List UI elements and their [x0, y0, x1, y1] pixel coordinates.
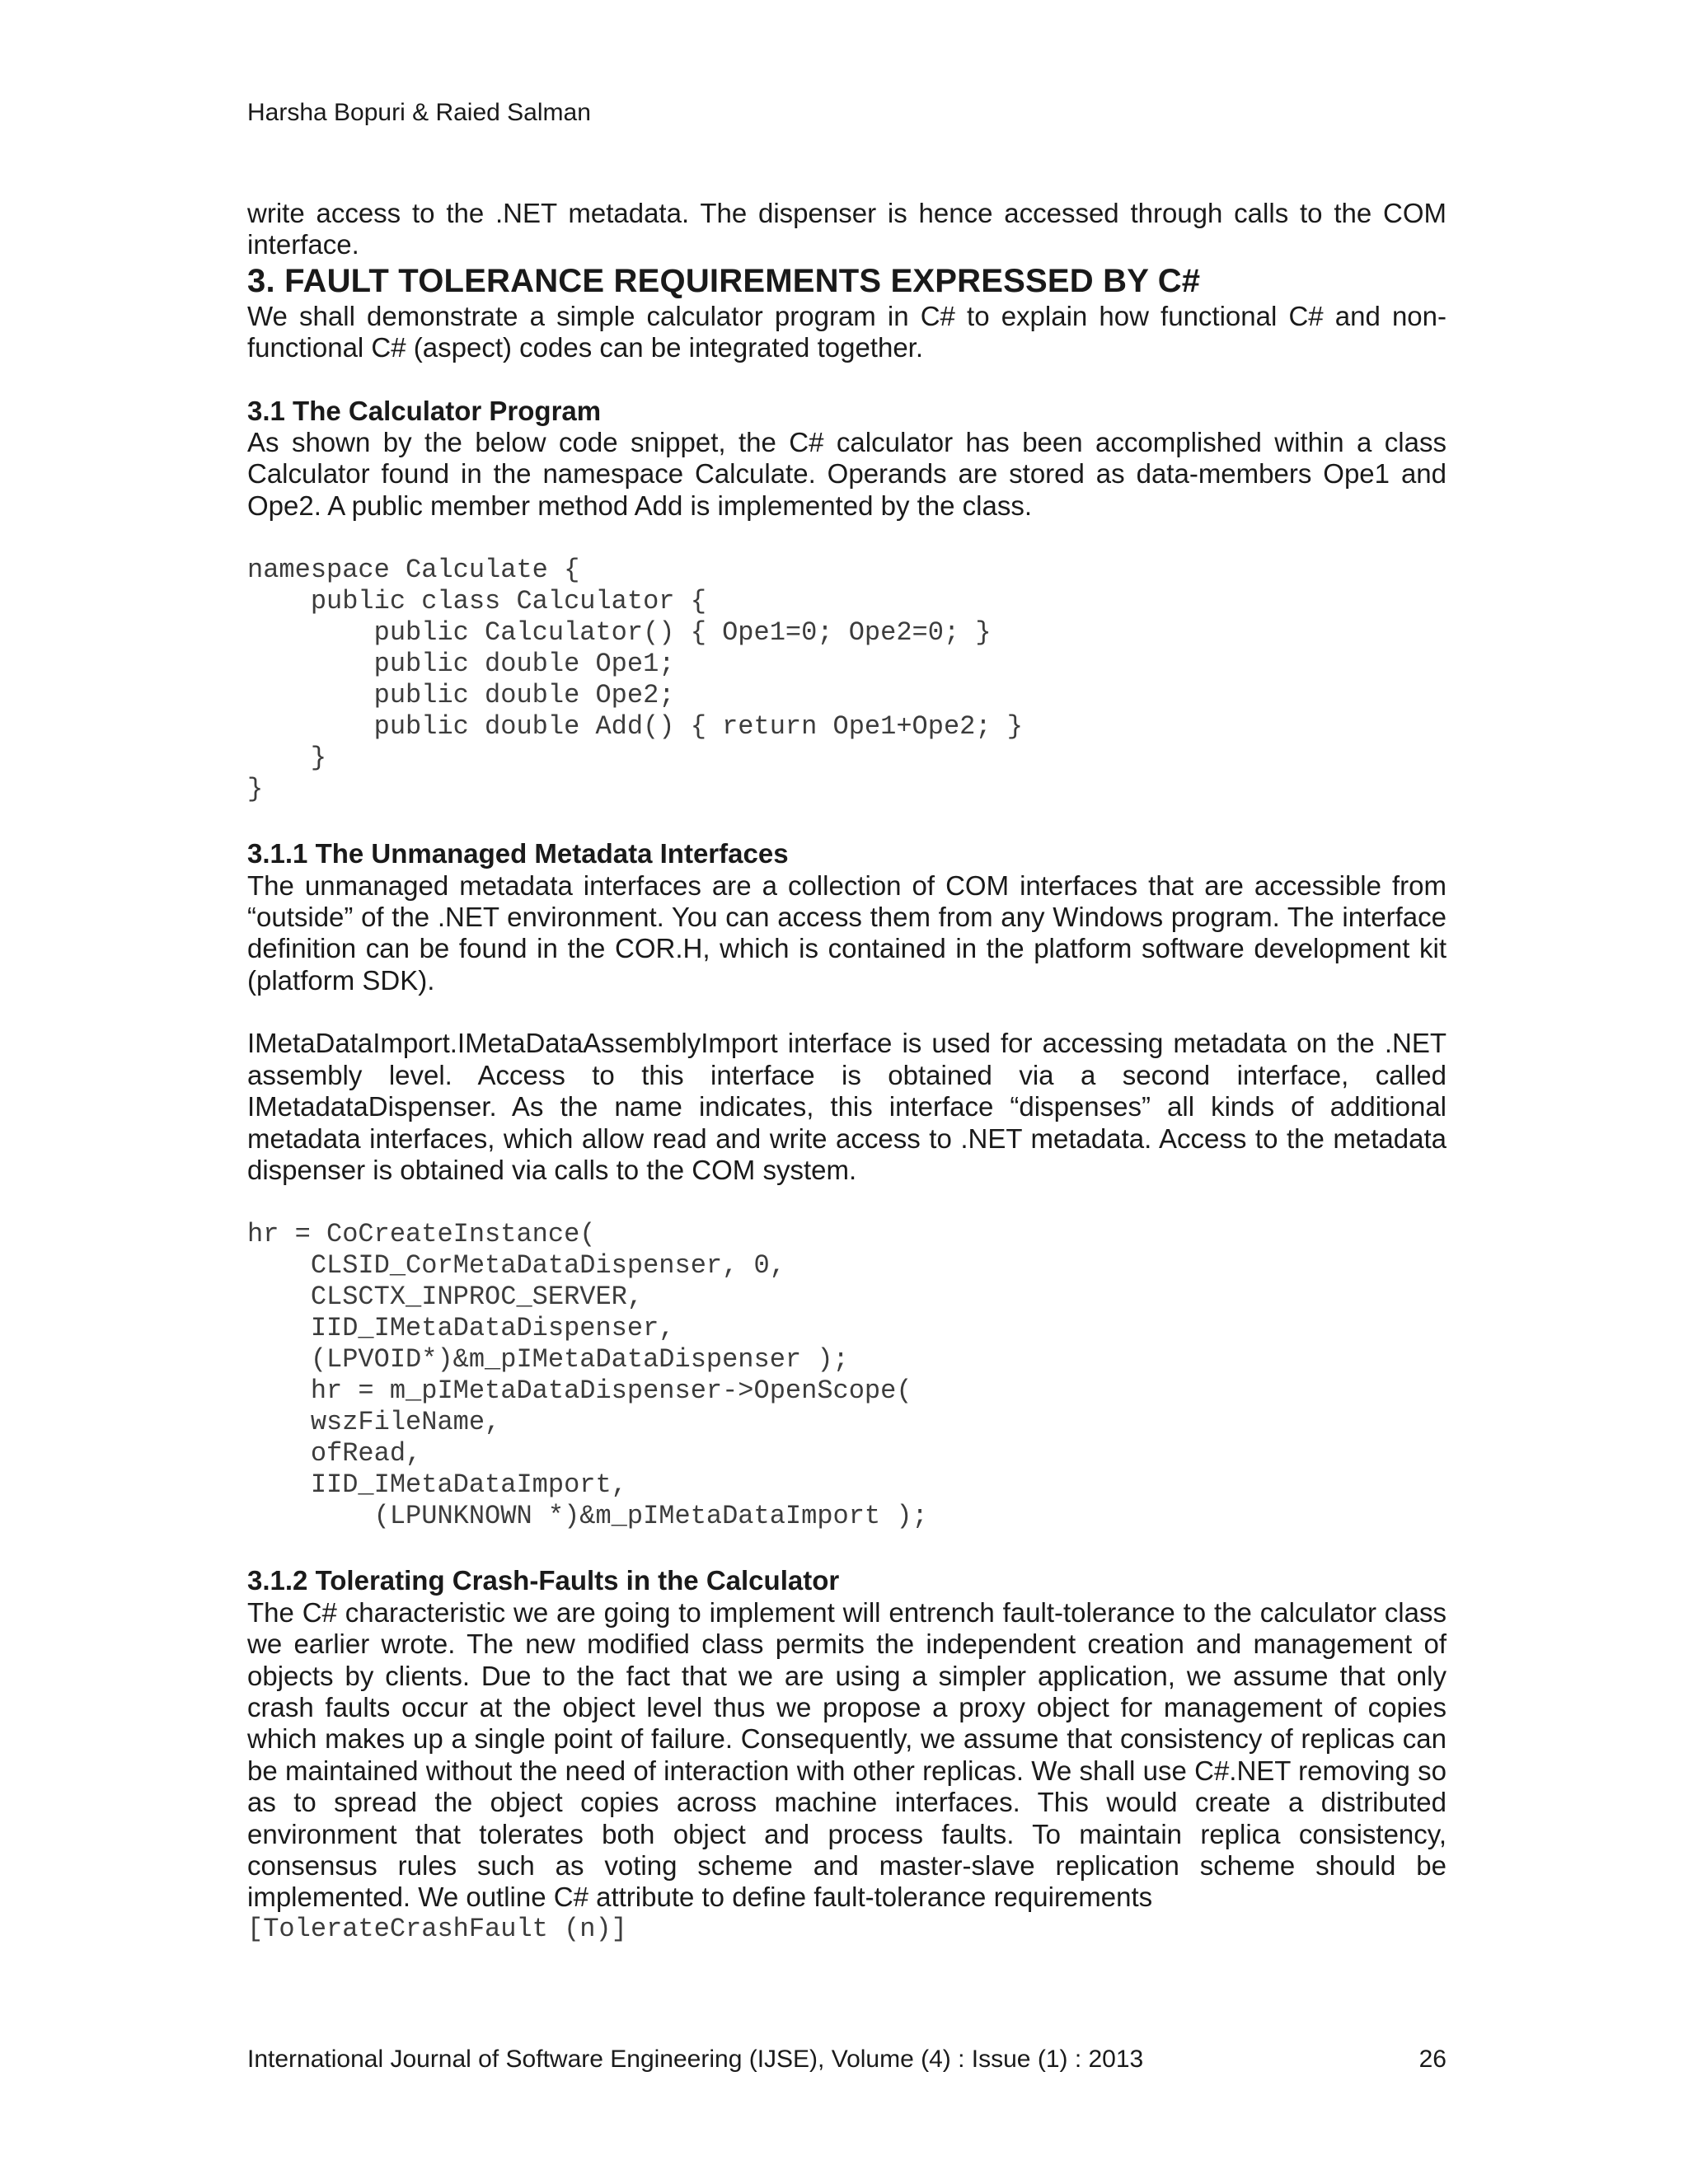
- footer-page-number: 26: [1418, 2046, 1447, 2073]
- spacer: [247, 364, 1447, 396]
- tolerate-crash-fault-attribute: [TolerateCrashFault (n)]: [247, 1913, 627, 1944]
- spacer: [247, 1532, 1447, 1565]
- spacer: [247, 996, 1447, 1028]
- section-3-1-1-paragraph-1: The unmanaged metadata interfaces are a collection of COM interfaces that are accessible from “outside” of the .NET environment. You can access them from any Windows program. The interface definition can be found in the COR.H, which is contained in the platform software development kit (platform SDK).: [247, 869, 1447, 996]
- intro-paragraph: write access to the .NET metadata. The dispenser is hence accessed through calls to the COM interface.: [247, 198, 1447, 260]
- section-3-1-2-paragraph: The C# characteristic we are going to implement will entrench fault-tolerance to the calculator class we earlier wrote. The new modified class permits the independent creation and management of objects by clients. Due to the fact that we are using a simpler application, we assume that only crash faults occur at the object level thus we propose a proxy object for management of copies which makes up a single point of failure. Consequently, we assume that consistency of replicas can be maintained without the need of interaction with other replicas. We shall use C#.NET removing so as to spread the object copies across machine interfaces. This would create a distributed environment that tolerates both object and process faults. To maintain replica consistency, consensus rules such as voting scheme and master-slave replication scheme should be implemented. We outline C# attribute to define fault-tolerance requirements: [247, 1596, 1447, 1913]
- section-3-1-1-paragraph-2: IMetaDataImport.IMetaDataAssemblyImport interface is used for accessing metadata on the .NET assembly level. Access to this interface is obtained via a second interface, called IMetadataDispenser. As the name indicates, this interface “dispenses” all kinds of additional metadata interfaces, which allow read and write access to .NET metadata. Access to the metadata dispenser is obtained via calls to the COM system.: [247, 1028, 1447, 1185]
- section-3-1-2-heading: 3.1.2 Tolerating Crash-Faults in the Calculator: [247, 1565, 840, 1596]
- section-3-paragraph: We shall demonstrate a simple calculator program in C# to explain how functional C# and non-functional C# (aspect) codes can be integrated together.: [247, 300, 1447, 363]
- section-3-heading: 3. FAULT TOLERANCE REQUIREMENTS EXPRESSED BY C#: [247, 262, 1201, 299]
- section-3-1-heading: 3.1 The Calculator Program: [247, 395, 602, 426]
- page-content: [247, 198, 1447, 1945]
- spacer: [247, 1186, 1447, 1219]
- footer-journal-citation: International Journal of Software Engineering (IJSE), Volume (4) : Issue (1) : 2013: [247, 2046, 1144, 2073]
- running-head-authors: Harsha Bopuri & Raied Salman: [247, 99, 591, 126]
- spacer: [247, 805, 1447, 838]
- metadata-code-block: hr = CoCreateInstance( CLSID_CorMetaDataDispenser, 0, CLSCTX_INPROC_SERVER, IID_IMetaDataDispenser, (LPVOID*)&m_pIMetaDataDispenser ); hr = m_pIMetaDataDispenser->OpenScope( wszFileName, ofRead, IID_IMetaDataImport, (LPUNKNOWN *)&m_pIMetaDataImport );: [247, 1219, 928, 1532]
- calculator-code-block: namespace Calculate { public class Calculator { public Calculator() { Ope1=0; Ope2=0; } public double Ope1; public double Ope2; public double Add() { return Ope1+Ope2; } } }: [247, 555, 1023, 805]
- section-3-1-paragraph: As shown by the below code snippet, the C# calculator has been accomplished within a class Calculator found in the namespace Calculate. Operands are stored as data-members Ope1 and Ope2. A public member method Add is implemented by the class.: [247, 427, 1447, 521]
- section-3-1-1-heading: 3.1.1 The Unmanaged Metadata Interfaces: [247, 838, 789, 869]
- spacer: [247, 522, 1447, 555]
